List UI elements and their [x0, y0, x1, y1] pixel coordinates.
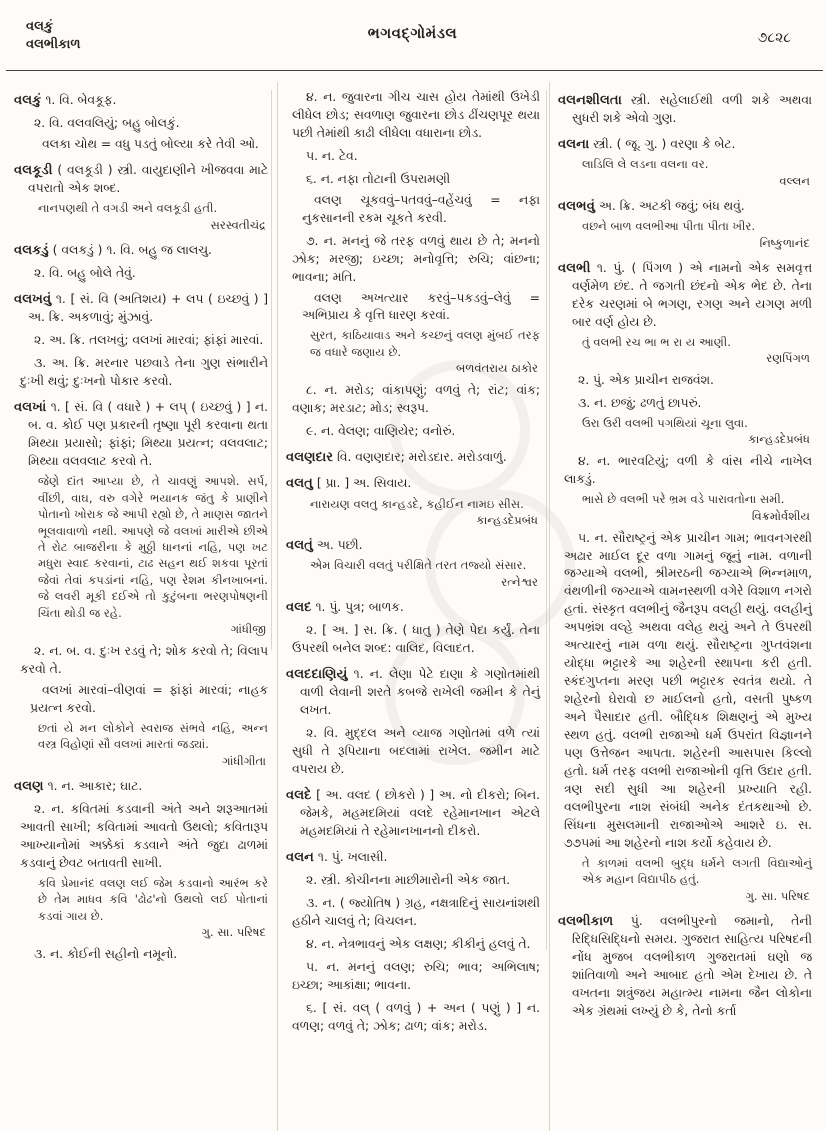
dict-entry: વલભીકાળ પું. વલભીપુરનો જમાનો, તેની રિદ્ધિસિદ્ધિનો સમય. ગુજરાત સાહિત્ય પરિષદની નોંધ મુજબ વલભીકાળ ગુજરાતમાં ઘણો જ શાંતિવાળો અને આબાદ હતો એમ દેખાય છે. તે વખતના શત્રુંજય મહાત્મ્ય નામના જૈન લોકોના એક ગ્રંથમાં લખ્યું છે કે, તેનો કર્તા [558, 913, 812, 1018]
dict-attrib: ગુ. સા. પરિષદ [745, 888, 810, 903]
headword: વલદે [286, 787, 312, 803]
headword: વલભી [558, 260, 591, 276]
dict-attrib: ગાંધીજી [230, 622, 266, 637]
page-header [0, 18, 825, 66]
dict-sense: ૩. ન. છજું; ઢળતું છાપરું. [578, 395, 702, 410]
dict-sense: ૮. ન. મરોડ; વાંકાપણું; વળવું તે; રાંટ; વાંક; વણાક; મરડાટ; મોડ; સ્વરૂપ. [292, 383, 540, 416]
dict-entry: વલન ૧. પું. ખલાસી. [286, 850, 388, 866]
dict-entry: વલભવું અ. ક્રિ. અટકી જવું; બંધ થવું. [558, 198, 745, 214]
dict-idiom: વલણ ચૂકવવું–પતવવું–વહેંચવું = નફા નુકસાનની રકમ ચૂકતે કરવી. [302, 192, 540, 225]
dict-sense: ૩. ન. ( જ્યોતિષ ) ગ્રહ, નક્ષત્રાદિનું સાયનાંશથી હઠીને ચાલવું તે; વિચલન. [292, 896, 540, 929]
dict-entry: વલકડું ( વલકડું ) ૧. વિ. બહુ જ લાલચુ. [14, 242, 212, 258]
dict-sense: ૨. પું. એક પ્રાચીન રાજવંશ. [578, 373, 714, 387]
dict-sense: ૨. અ. ક્રિ. તલખવું; વલખાં મારવાં; ફાંફાં મારવાં. [34, 333, 264, 348]
dict-idiom: વલકા ચોથ = વધુ પડતું બોલ્યા કરે તેવી ઓ. [42, 137, 259, 152]
headword: વલભીકાળ [558, 913, 614, 929]
header-rule [6, 70, 823, 71]
book-title: ભગવદ્ગોમંડલ [367, 24, 458, 42]
dict-sense: ૬. ન. નફા તોટાની ઉપરામણી [306, 171, 451, 186]
dict-idiom: વલખાં મારવાં–વીણવાં = ફાંફાં મારવાં; નાહક પ્રયત્ન કરવો. [30, 683, 268, 716]
dict-quote: જેણે દાંત આપ્યા છે, તે ચાવણું આપશે. સર્પ, વીંછી, વાઘ, વરુ વગેરે ભયાનક જંતુ કે પ્રાણીને પોતાનો ખોરાક જે આપી રહ્યો છે, તે માણસ જાતને ભૂલવાવાળો નથી. આપણે જે વલખાં મારીએ છીએ તે રોટ બાજરીના કે મુઠ્ઠી ધાનનાં નહિ, પણ ખટ મધુરા સ્વાદ કરવાનાં, ટાઢ સહન થઈ શકવા પૂરતાં જેવાં તેવાં કપડાંનાં નહિ, પણ રેશમ કીનખાબનાં. જે લવરી મૂકી દઈએ તો કુટુંબના ભરણપોષણની ચિંતા થોડી જ રહે. [38, 474, 268, 620]
dict-attrib: સરસ્વતીચંદ્ર [210, 217, 266, 232]
dict-attrib: રત્નેશ્વર [501, 574, 538, 589]
dict-entry: વલખવું ૧. [ સં. વિ (અતિશય) + લપ ( ઇચ્છવું ) ] અ. ક્રિ. અકળાવું; મુંઝાવું. [14, 291, 268, 325]
headword: વલકું [14, 93, 42, 108]
dict-entry: વલભી ૧. પું. ( પિંગળ ) એ નામનો એક સમવૃત્ત વર્ણમેળ છંદ. તે જગતી છંદનો એક ભેદ છે. તેના દરેક ચરણમાં બે ભગણ, રગણ અને યગણ મળી બાર વર્ણ હોય છે. [558, 260, 812, 329]
dict-entry: વલકું ૧. વિ. બેવકૂફ. [14, 93, 117, 108]
dict-attrib: કાન્હડદેપ્રબંધ [748, 432, 810, 447]
headword: વલકૂડી [14, 163, 53, 179]
headword: વલણદાર [286, 450, 334, 466]
dict-quote: ભાસે છે વલભી પરે ભ્રમ વડે પારાવતોના સમી. [582, 492, 785, 507]
dict-sense: ૩. ન. કોઈની સહીનો નમૂનો. [34, 947, 178, 962]
dict-sense: ૨. વિ. બહુ બોલે તેવું. [34, 266, 136, 281]
headword: વલનશીલતા [558, 93, 622, 108]
dict-entry: વલદે [ અ. વલદ ( છોકરો ) ] અ. નો દીકરો; બિન. જેમકે, મહમદમિયાં વલદે રહેમાનખાન એટલે મહમદમિયાં તે રહેમાનખાનનો દીકરો. [286, 787, 540, 839]
headword: વલખાં [14, 400, 47, 416]
dict-attrib: નિષ્કુળાનંદ [759, 235, 810, 250]
headword: વલના [558, 137, 590, 153]
column-1 [6, 82, 278, 1131]
dict-sense: ૫. ન. સૌરાષ્ટ્રનું એક પ્રાચીન ગામ; ભાવનગરથી અઢાર માઈલ દૂર વળા ગામનું જૂનું નામ. વળાની જગ્યાએ વલભી, શ્રીમરઠની જગ્યાએ ભિન્નમાળ, વંથળીની જગ્યાએ વામનસ્થળી વગેરે વિશાળ નગરો હતાં. સંસ્કૃત વલભીનું જૈનરૂપ વલહી થયું. વલહીનું અપભ્રંશ વલ્હે અથવા વલેહ થયું અને તે ઉપરથી અત્યારનું નામ વળા થયું. સૌરાષ્ટ્રના ગુપ્તવંશના યોદ્ધા ભટ્ટારકે આ શહેરની સ્થાપના કરી હતી. સ્કંદગુપ્તના મરણ પછી ભટ્ટારક સ્વતંત્ર થયો. તે શહેરનો ઘેરાવો છ માઈલનો હતો, વસતી પુષ્કળ અને પૈસાદાર હતી. બૌદ્ધિક શિક્ષણનું એ મુખ્ય સ્થળ હતું. વલભી રાજાઓ ધર્મ ઉપરાંત વિજ્ઞાનને પણ ઉત્તેજન આપતા. શહેરની આસપાસ કિલ્લો હતો. ધર્મ તરફ વલભી રાજાઓની વૃત્તિ ઉદાર હતી. ત્રણ સદી સુધી આ શહેરની પ્રખ્યાતિ રહી. વલભીપુરના નાશ સંબંધી અનેક દંતકથાઓ છે. સિંધના મુસલમાની રાજાઓએ આશરે ઇ. સ. ૭૭૫માં આ શહેરનો નાશ કર્યો કહેવાય છે. [564, 530, 812, 850]
headword: વલન [286, 850, 315, 866]
dict-quote: નાનપણથી તે વગડી અને વલકૂડી હતી. [38, 201, 218, 216]
dictionary-columns [0, 76, 825, 1131]
dict-sense: ૪. ન. નેત્રભાવનું એક લક્ષણ; કીકીનું હલવું તે. [306, 937, 531, 952]
dict-attrib: ગુ. સા. પરિષદ [201, 925, 266, 940]
running-head-last-word: વલભીકાળ [26, 36, 81, 52]
dict-quote: ઉરા ઉરી વલભી પગથિયાં ચૂના લુવા. [582, 415, 748, 430]
page-number: ૭૮૨૮ [757, 30, 791, 46]
headword: વલભવું [558, 198, 595, 214]
column-2 [278, 82, 550, 1131]
headword: વલકડું [14, 242, 49, 258]
column-3 [550, 82, 821, 1131]
dict-sense: ૪. ન. ભારવટિયું; વળી કે વાંસ નીચે નાખેલ લાકડું. [564, 454, 812, 487]
dict-sense: ૨. વિ. મુદ્દલ અને વ્યાજ ગણોતમાં વળે ત્યાં સુધી તે રૂપિયાના બદલામાં રાખેલ. જમીન માટે વપરાય છે. [292, 726, 540, 776]
headword: વલતુ [286, 476, 313, 492]
headword: વલતું [286, 538, 313, 554]
headword: વલદ [286, 599, 312, 615]
dict-entry: વલદ ૧. પું. પુત્ર; બાળક. [286, 599, 404, 615]
dict-sense: ૨. ન. બ. વ. દુઃખ રડવું તે; શોક કરવો તે; વિલાપ કરવો તે. [20, 644, 268, 677]
dict-quote: સુરત, કાઠિયાવાડ અને કચ્છનું વલણ મુંબઈ તરફ જ વધારે જણાય છે. [310, 328, 540, 359]
dict-attrib: બળવંતરાય ઠાકોર [456, 361, 538, 376]
dict-quote: કવિ પ્રેમાનંદ વલણ લઈ જેમ કડવાનો આરંભ કરે છે તેમ માધવ કવિ 'ઢોઢ'નો ઉથલો લઈ પોતાનાં કડવાં ગાય છે. [38, 875, 268, 923]
dict-sense: ૨. વિ. વલવલિયું; બહુ બોલકું. [34, 116, 180, 131]
dict-quote: તે કાળમાં વલભી બુદ્ધ ધર્મને લગતી વિદ્યાઓનું એક મહાન વિદ્યાપીઠ હતું. [582, 855, 812, 887]
dict-entry: વલદદાણિયું ૧. ન. લેણા પેટે દાણા કે ગણોતમાંથી વાળી લેવાની શરતે કબજે રાખેલી જમીન કે તેનું લખત. [286, 666, 540, 718]
dict-sense: ૩. અ. ક્રિ. મરનાર પછવાડે તેના ગુણ સંભારીને દુઃખી થવું; દુઃખનો પોકાર કરવો. [20, 356, 268, 389]
dict-quote: છતાં યે મન લોકોને સ્વરાજ સંભવે નહિ, અન્ન વસ્ત્ર વિહોણાં સૌ વલખાં મારતાં જડ્યાં. [38, 721, 268, 752]
dict-attrib: વલ્લન [779, 173, 810, 188]
dict-sense: ૨. સ્ત્રી. કોચીનના માછીમારોની એક જાત. [306, 873, 511, 888]
dict-entry: વલના સ્ત્રી. ( જૂ. ગુ. ) વરણા કે બેટ. [558, 137, 736, 153]
dict-quote: વછને બાળ વલભીઆ પીતા પીતા ખીર. [582, 219, 756, 234]
dict-quote: તું વલભી રચ ભા ભ રા ય આણી. [582, 334, 731, 349]
headword: વલખવું [14, 291, 52, 307]
dict-sense: ૯. ન. વેલણ; વાણિયેર; વનોરું. [306, 424, 456, 439]
headword: વલદદાણિયું [286, 666, 348, 682]
dict-entry: વલતું અ. પછી. [286, 538, 363, 554]
dict-entry: વલણદાર વિ. વણણદાર; મરોડદાર. મરોડવાળું. [286, 450, 507, 466]
dict-attrib: રણપિંગળ [766, 351, 810, 366]
dict-quote: લાડિલિ લે લડના વલના વર. [582, 157, 709, 172]
dict-entry: વલણ ૧. ન. આકાર; ઘાટ. [14, 778, 143, 794]
dict-quote: નારાયણ વલતુ કાન્હડદે, કહીઈન નામઇ સીસ. [310, 496, 524, 511]
dict-entry: વલતુ [ પ્રા. ] અ. સિવાય. [286, 476, 412, 492]
dict-sense: ૪. ન. જુવારના ગીચ ચાસ હોય તેમાંથી ઉખેડી લીધેલ છોડ; સવળાણ જુવારના છોડ ઢીંચણપૂર થયા પછી તેમાંથી કાઢી લીધેલા વધારાના છોડ. [292, 90, 540, 140]
dict-sense: ૨. ન. કવિતમાં કડવાની અંતે અને શરૂઆતમાં આવતી સાખી; કવિતામાં આવતો ઉથલો; કવિતારૂપ આખ્યાનોમાં અક્કેકાં કડવાને અંતે જુદા ઢાળમાં કડવાનું છેવટ બતાવતી સાખી. [20, 802, 268, 870]
dict-entry: વલકૂડી ( વલકૂડી ) સ્ત્રી. વાયુદાણીને ખીજવવા માટે વપરાતો એક શબ્દ. [14, 163, 268, 196]
dict-entry: વલખાં ૧. [ સં. વિ ( વધારે ) + લપ્ ( ઇચ્છવું ) ] ન. બ. વ. કોઈ પણ પ્રકારની તૃષ્ણા પૂરી કરવાના થતા મિથ્યા પ્રયાસો; ફાંફાં; મિથ્યા પ્રયત્ન; વલવલાટ; મિથ્યા વલવલાટ કરવો તે. [14, 400, 268, 469]
dict-idiom: વલણ અખત્યાર કરવું–પકડવું–લેવું = અભિપ્રાય કે વૃત્તિ ધારણ કરવાં. [302, 290, 540, 323]
dict-sense: ૫. ન. ટેવ. [306, 148, 358, 163]
dict-sense: ૭. ન. મનનું જે તરફ વળવું થાય છે તે; મનનો ઝોક; મરજી; ઇચ્છા; મનોવૃત્તિ; રુચિ; વાંછના; ભાવના; મતિ. [292, 233, 540, 284]
dict-attrib: ગાંધીગીતા [222, 753, 266, 768]
dict-quote: એમ વિચારી વલતું પરીક્ષિતે તરત તજ્યો સંસાર. [310, 558, 527, 573]
dict-attrib: વિક્રમોર્વશીય [751, 508, 810, 523]
dict-entry: વલનશીલતા સ્ત્રી. સહેલાઈથી વળી શકે અથવા સુધરી શકે એવો ગુણ. [558, 93, 812, 126]
headword: વલણ [14, 778, 44, 794]
running-head-first-word: વલકું [26, 19, 54, 34]
dict-attrib: કાન્હડદેપ્રબંધ [476, 513, 538, 528]
dict-sense: ૨. [ અ. ] સ. ક્રિ. ( ધાતુ ) તેણે પેદા કર્યું. તેના ઉપરથી બનેલ શબ્દ: વાલિદ, વિલાદત. [292, 622, 540, 655]
dict-sense: ૫. ન. મનનું વલણ; રુચિ; ભાવ; અભિલાષ; ઇચ્છા; આકાંક્ષા; ભાવના. [292, 960, 540, 993]
dict-sense: ૬. [ સં. વલ્ ( વળવું ) + અન ( પણું ) ] ન. વળણ; વળવું તે; ઝોક; ઢાળ; વાંક; મરોડ. [292, 1001, 540, 1033]
